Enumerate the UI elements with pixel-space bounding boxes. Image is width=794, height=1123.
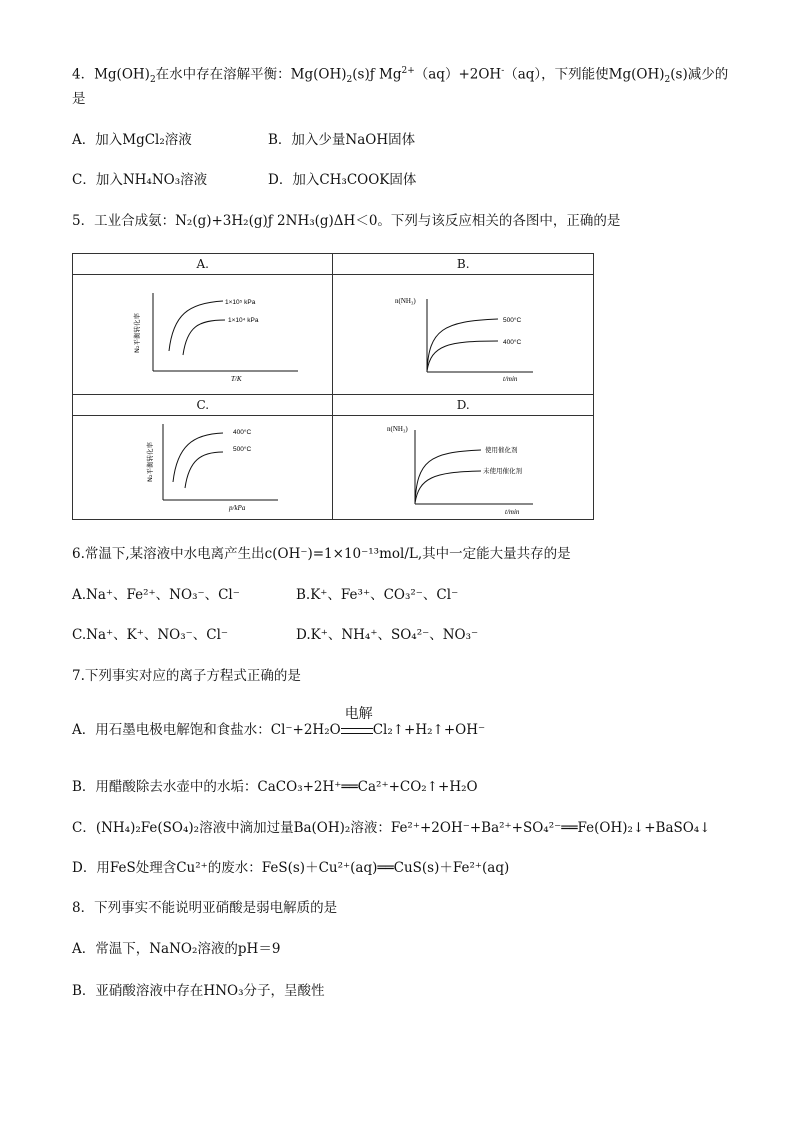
panel-d-curve-2-label: 未使用催化剂 bbox=[483, 467, 523, 475]
q4-option-a: A．加入MgCl₂溶液 bbox=[72, 132, 192, 148]
panel-c-curve-1-label: 400°C bbox=[233, 429, 252, 436]
panel-d-curve-2 bbox=[415, 471, 481, 503]
panel-c-curve-1 bbox=[173, 433, 223, 482]
q5-figure-grid bbox=[72, 253, 594, 520]
panel-b-xlabel: t/min bbox=[503, 375, 518, 383]
q6-option-b: B.K⁺、Fe³⁺、CO₃²⁻、Cl⁻ bbox=[296, 587, 459, 603]
q7-option-c: C．(NH₄)₂Fe(SO₄)₂溶液中滴加过量Ba(OH)₂溶液：Fe²⁺+2OH⁻+Ba²⁺+SO₄²⁻══Fe(OH)₂↓+BaSO₄↓ bbox=[72, 820, 711, 836]
electrolysis-arrow bbox=[341, 706, 373, 740]
electrolysis-condition: 电解 bbox=[344, 706, 373, 722]
panel-b-title: B. bbox=[333, 254, 593, 275]
q7-stem: 7.下列事实对应的离子方程式正确的是 bbox=[72, 668, 301, 684]
panel-c-curve-2-label: 500°C bbox=[233, 446, 252, 453]
panel-c-ylabel: N₂平衡转化率 bbox=[146, 442, 154, 482]
panel-b-ylabel: n(NH₃) bbox=[395, 297, 417, 305]
panel-b bbox=[333, 254, 594, 395]
q6-option-a: A.Na⁺、Fe²⁺、NO₃⁻、Cl⁻ bbox=[72, 587, 240, 603]
panel-c-curve-2 bbox=[185, 452, 223, 488]
panel-b-curve-1-label: 500°C bbox=[503, 317, 522, 324]
panel-d bbox=[333, 395, 594, 520]
panel-b-curve-2-label: 400°C bbox=[503, 339, 522, 346]
q5-stem: 5．工业合成氨：N₂(g)+3H₂(g)ƒ 2NH₃(g)ΔH＜0。下列与该反应相关的各图中，正确的是 bbox=[72, 213, 621, 229]
q8-option-b: B．亚硝酸溶液中存在HNO₃分子，呈酸性 bbox=[72, 983, 325, 999]
panel-c-title: C. bbox=[73, 395, 332, 416]
q4-stem: 4．$Mg(OH)_2$在水中存在溶解平衡：$Mg(OH)_2(s)ƒ$ $Mg^{2+}(aq)+2OH^-(aq)$，下列能使$Mg(OH)_2(s)$减少的 bbox=[72, 66, 729, 86]
panel-d-title: D. bbox=[333, 395, 593, 416]
q6-option-c: C.Na⁺、K⁺、NO₃⁻、Cl⁻ bbox=[72, 627, 229, 643]
panel-b-curve-1 bbox=[427, 319, 498, 371]
panel-c-xlabel: p/kPa bbox=[229, 504, 246, 512]
q8-stem: 8．下列事实不能说明亚硝酸是弱电解质的是 bbox=[72, 900, 338, 916]
panel-a bbox=[73, 254, 333, 395]
panel-d-curve-1-label: 使用催化剂 bbox=[485, 446, 518, 454]
q8-option-a: A．常温下，NaNO₂溶液的pH＝9 bbox=[72, 941, 281, 957]
panel-c-plot bbox=[73, 416, 333, 519]
panel-d-curve-1 bbox=[415, 450, 481, 503]
q7-option-d: D．用FeS处理含Cu²⁺的废水：FeS(s)＋Cu²⁺(aq)══CuS(s)＋Fe²⁺(aq) bbox=[72, 860, 510, 876]
panel-a-curve-1-label: 1×10⁵ kPa bbox=[225, 299, 256, 306]
panel-d-xlabel: t/min bbox=[505, 508, 520, 516]
q7-option-a: A．用石墨电极电解饱和食盐水：Cl⁻+2H₂O 电解 Cl₂↑+H₂↑+OH⁻ bbox=[72, 706, 486, 738]
panel-a-title: A. bbox=[73, 254, 332, 275]
panel-a-curve-2 bbox=[183, 320, 225, 355]
q4-option-c: C．加入NH₄NO₃溶液 bbox=[72, 172, 208, 188]
q4-option-b: B．加入少量NaOH固体 bbox=[268, 132, 416, 148]
q4-option-d: D．加入CH₃COOK固体 bbox=[268, 172, 417, 188]
panel-b-plot bbox=[333, 275, 593, 394]
panel-c bbox=[73, 395, 333, 520]
panel-a-xlabel: T/K bbox=[231, 375, 242, 383]
q6-stem: 6.常温下,某溶液中水电离产生出c(OH⁻)=1×10⁻¹³mol/L,其中一定能大量共存的是 bbox=[72, 546, 571, 562]
panel-a-ylabel: N₂平衡转化率 bbox=[133, 313, 141, 353]
q4-stem-line2: 是 bbox=[72, 91, 86, 107]
panel-a-plot bbox=[73, 275, 333, 394]
q7-option-b: B．用醋酸除去水壶中的水垢：CaCO₃+2H⁺══Ca²⁺+CO₂↑+H₂O bbox=[72, 779, 478, 795]
q6-option-d: D.K⁺、NH₄⁺、SO₄²⁻、NO₃⁻ bbox=[296, 627, 479, 643]
panel-d-ylabel: n(NH₃) bbox=[387, 425, 409, 433]
panel-b-curve-2 bbox=[427, 341, 498, 371]
panel-a-curve-2-label: 1×10⁴ kPa bbox=[228, 317, 259, 324]
panel-d-plot bbox=[333, 416, 593, 519]
